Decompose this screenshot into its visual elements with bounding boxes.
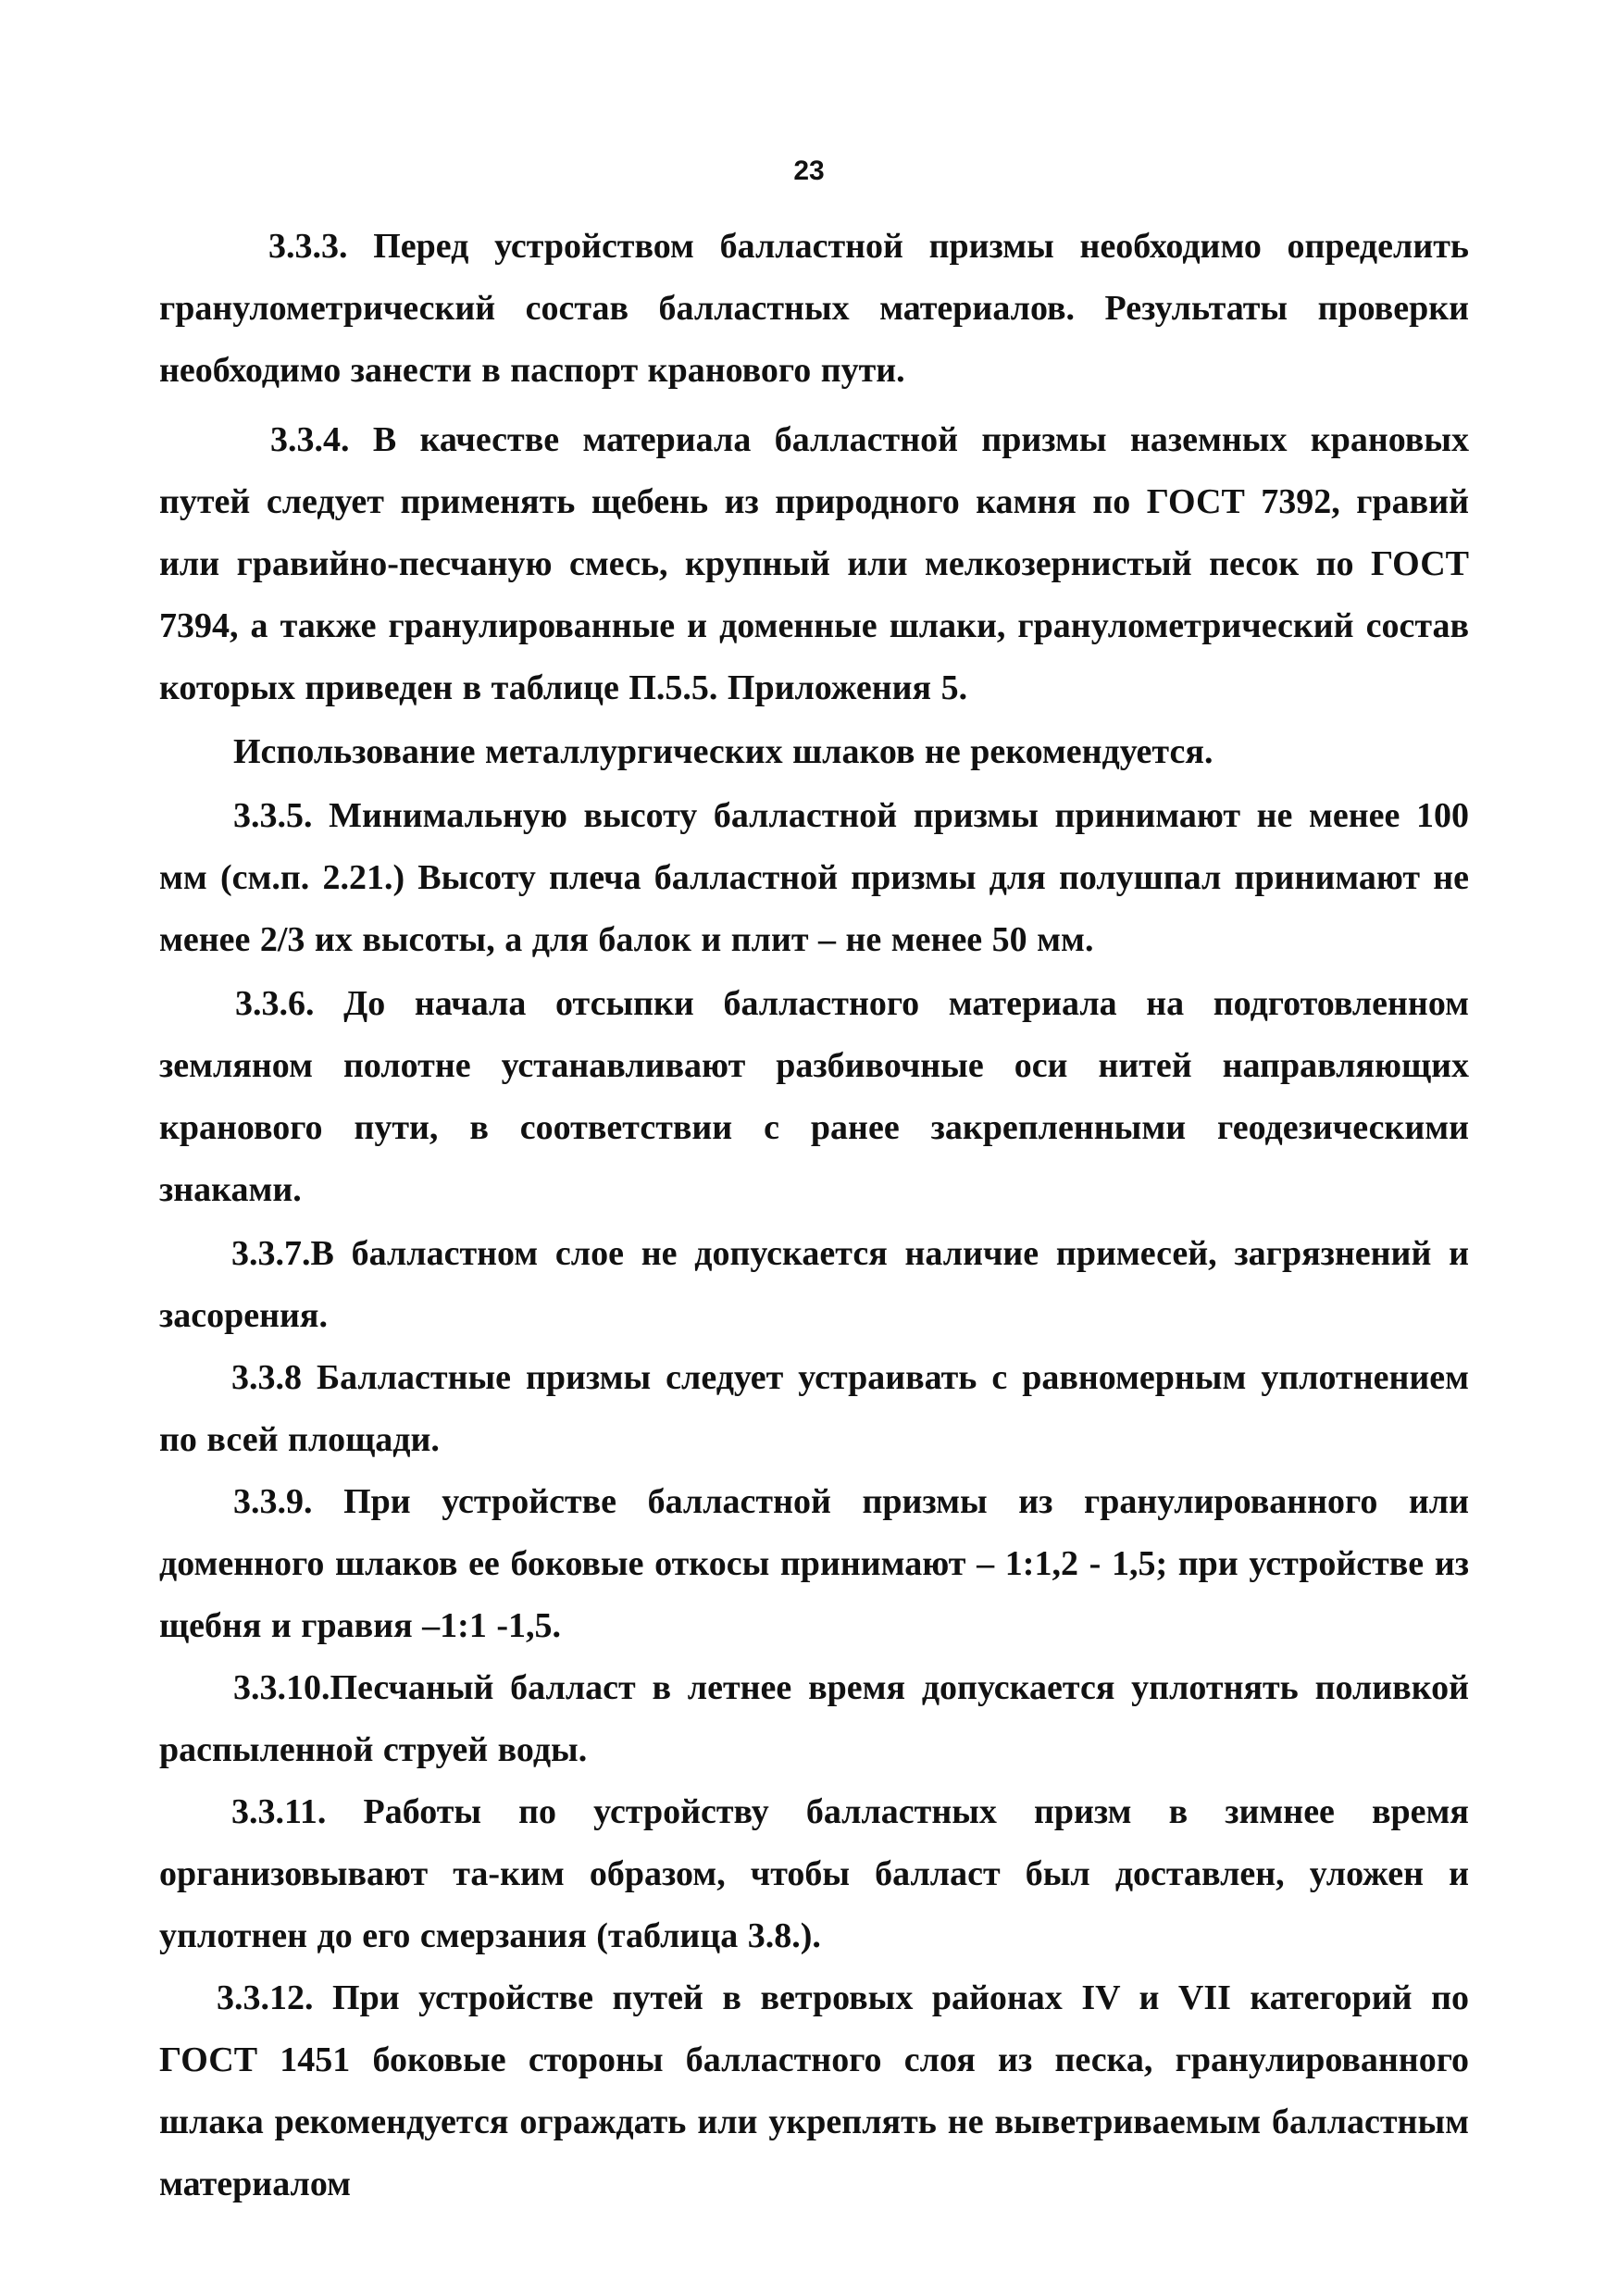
paragraph-metallurgical-slag-note: Использование металлургических шлаков не рекомендуется. [233,732,1214,771]
page-number: 23 [793,156,825,186]
paragraph-3-3-11: 3.3.11. Работы по устройству балластных призм в зимнее время организовывают та-ким образом, чтобы балласт был доставлен, уложен и уплотнен до его смерзания (таблица 3.8.). [159,1792,1469,1955]
paragraph-3-3-6: 3.3.6. До начала отсыпки балластного материала на подготовленном земляном полотне устанавливают разбивочные оси нитей направляющих кранового пути, в соответствии с ранее закрепленными геодезическими знаками. [159,984,1469,1209]
document-body [159,216,1469,2215]
paragraph-3-3-12: 3.3.12. При устройстве путей в ветровых районах IV и VII категорий по ГОСТ 1451 боковые стороны балластного слоя из песка, гранулированного шлака рекомендуется ограждать или укреплять не выветриваемым балластным материалом [159,1978,1469,2203]
paragraph-3-3-3: 3.3.3. Перед устройством балластной призмы необходимо определить гранулометрический состав балластных материалов. Результаты проверки необходимо занести в паспорт кранового пути. [159,227,1469,390]
paragraph-3-3-7: 3.3.7.В балластном слое не допускается наличие примесей, загрязнений и засорения. [159,1234,1469,1335]
paragraph-3-3-8: 3.3.8 Балластные призмы следует устраивать с равномерным уплотнением по всей площади. [159,1358,1469,1459]
paragraph-3-3-10: 3.3.10.Песчаный балласт в летнее время допускается уплотнять поливкой распыленной струей воды. [159,1668,1469,1769]
paragraph-3-3-9: 3.3.9. При устройстве балластной призмы из гранулированного или доменного шлаков ее боковые откосы принимают – 1:1,2 - 1,5; при устройстве из щебня и гравия –1:1 -1,5. [159,1482,1469,1645]
paragraph-3-3-4: 3.3.4. В качестве материала балластной призмы наземных крановых путей следует применять щебень из природного камня по ГОСТ 7392, гравий или гравийно-песчаную смесь, крупный или мелкозернистый песок по ГОСТ 7394, а также гранулированные и доменные шлаки, гранулометрический состав которых приведен в таблице П.5.5. Приложения 5. [159,420,1469,707]
paragraph-3-3-5: 3.3.5. Минимальную высоту балластной призмы принимают не менее 100 мм (см.п. 2.21.) Высоту плеча балластной призмы для полушпал принимают не менее 2/3 их высоты, а для балок и плит – не менее 50 мм. [159,796,1469,959]
